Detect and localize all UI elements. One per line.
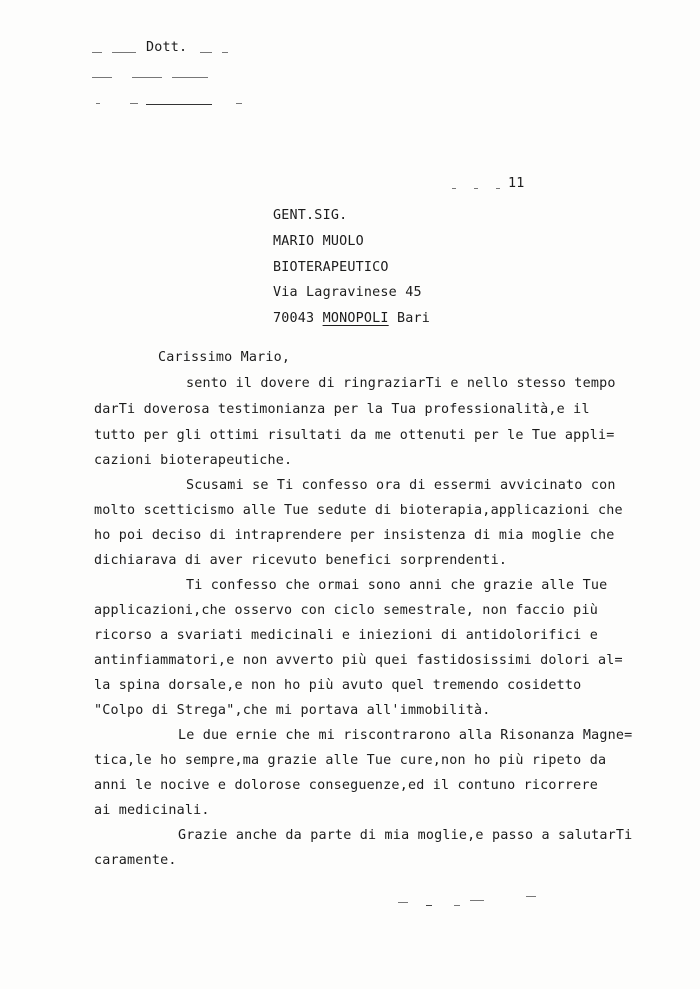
redaction-mark xyxy=(132,77,162,78)
redaction-underline xyxy=(146,104,212,105)
redaction-mark xyxy=(236,103,242,104)
redaction-mark xyxy=(474,188,478,189)
redaction-mark xyxy=(130,103,138,104)
redaction-mark xyxy=(222,52,228,53)
paragraph-line: Ti confesso che ormai sono anni che grazie alle Tue xyxy=(186,578,608,593)
paragraph-line: darTi doverosa testimonianza per la Tua professionalità,e il xyxy=(94,402,590,417)
signature-mark xyxy=(426,905,432,906)
paragraph-line: tutto per gli ottimi risultati da me ottenuti per le Tue appli= xyxy=(94,428,615,443)
redaction-mark xyxy=(92,52,102,53)
recipient-city: MONOPOLI xyxy=(322,311,389,326)
sender-title: Dott. xyxy=(146,40,188,55)
redaction-mark xyxy=(452,188,456,189)
recipient-name: MARIO MUOLO xyxy=(273,234,364,249)
recipient-province: Bari xyxy=(396,311,431,326)
paragraph-line: molto scetticismo alle Tue sedute di bioterapia,applicazioni che xyxy=(94,503,623,518)
signature-mark xyxy=(526,896,536,897)
signature-mark xyxy=(470,900,484,901)
paragraph-line: antinfiammatori,e non avverto più quei fastidosissimi dolori al= xyxy=(94,653,623,668)
paragraph-line: ai medicinali. xyxy=(94,803,210,818)
redaction-mark xyxy=(200,52,212,53)
paragraph-line: tica,le ho sempre,ma grazie alle Tue cure,non ho più ripeto da xyxy=(94,753,607,768)
signature-mark xyxy=(398,902,408,903)
paragraph-line: Scusami se Ti confesso ora di essermi avvicinato con xyxy=(186,478,616,493)
recipient-city-line xyxy=(273,311,430,327)
recipient-profession: BIOTERAPEUTICO xyxy=(273,260,389,275)
recipient-salutation: GENT.SIG. xyxy=(273,208,348,223)
paragraph-line: "Colpo di Strega",che mi portava all'immobilità. xyxy=(94,703,491,718)
redaction-mark xyxy=(92,77,112,78)
paragraph-line: sento il dovere di ringraziarTi e nello stesso tempo xyxy=(186,376,616,391)
redaction-mark xyxy=(496,188,500,189)
recipient-street: Via Lagravinese 45 xyxy=(273,285,422,300)
greeting: Carissimo Mario, xyxy=(158,350,291,365)
paragraph-line: ricorso a svariati medicinali e iniezioni di antidolorifici e xyxy=(94,628,598,643)
paragraph-line: applicazioni,che osservo con ciclo semestrale, non faccio più xyxy=(94,603,598,618)
paragraph-line: Grazie anche da parte di mia moglie,e passo a salutarTi xyxy=(178,828,633,843)
redaction-mark xyxy=(96,103,100,104)
paragraph-line: caramente. xyxy=(94,853,177,868)
recipient-postcode: 70043 xyxy=(273,311,315,326)
paragraph-line: la spina dorsale,e non ho più avuto quel tremendo cosidetto xyxy=(94,678,582,693)
paragraph-line: anni le nocive e dolorose conseguenze,ed il contuno ricorrere xyxy=(94,778,598,793)
paragraph-line: ho poi deciso di intraprendere per insistenza di mia moglie che xyxy=(94,528,615,543)
date-day: 11 xyxy=(508,176,525,191)
paragraph-line: Le due ernie che mi riscontrarono alla Risonanza Magne= xyxy=(178,728,633,743)
paragraph-line: dichiarava di aver ricevuto benefici sorprendenti. xyxy=(94,553,508,568)
redaction-mark xyxy=(112,52,136,53)
signature-mark xyxy=(454,905,460,906)
redaction-mark xyxy=(172,77,208,78)
paragraph-line: cazioni bioterapeutiche. xyxy=(94,453,293,468)
